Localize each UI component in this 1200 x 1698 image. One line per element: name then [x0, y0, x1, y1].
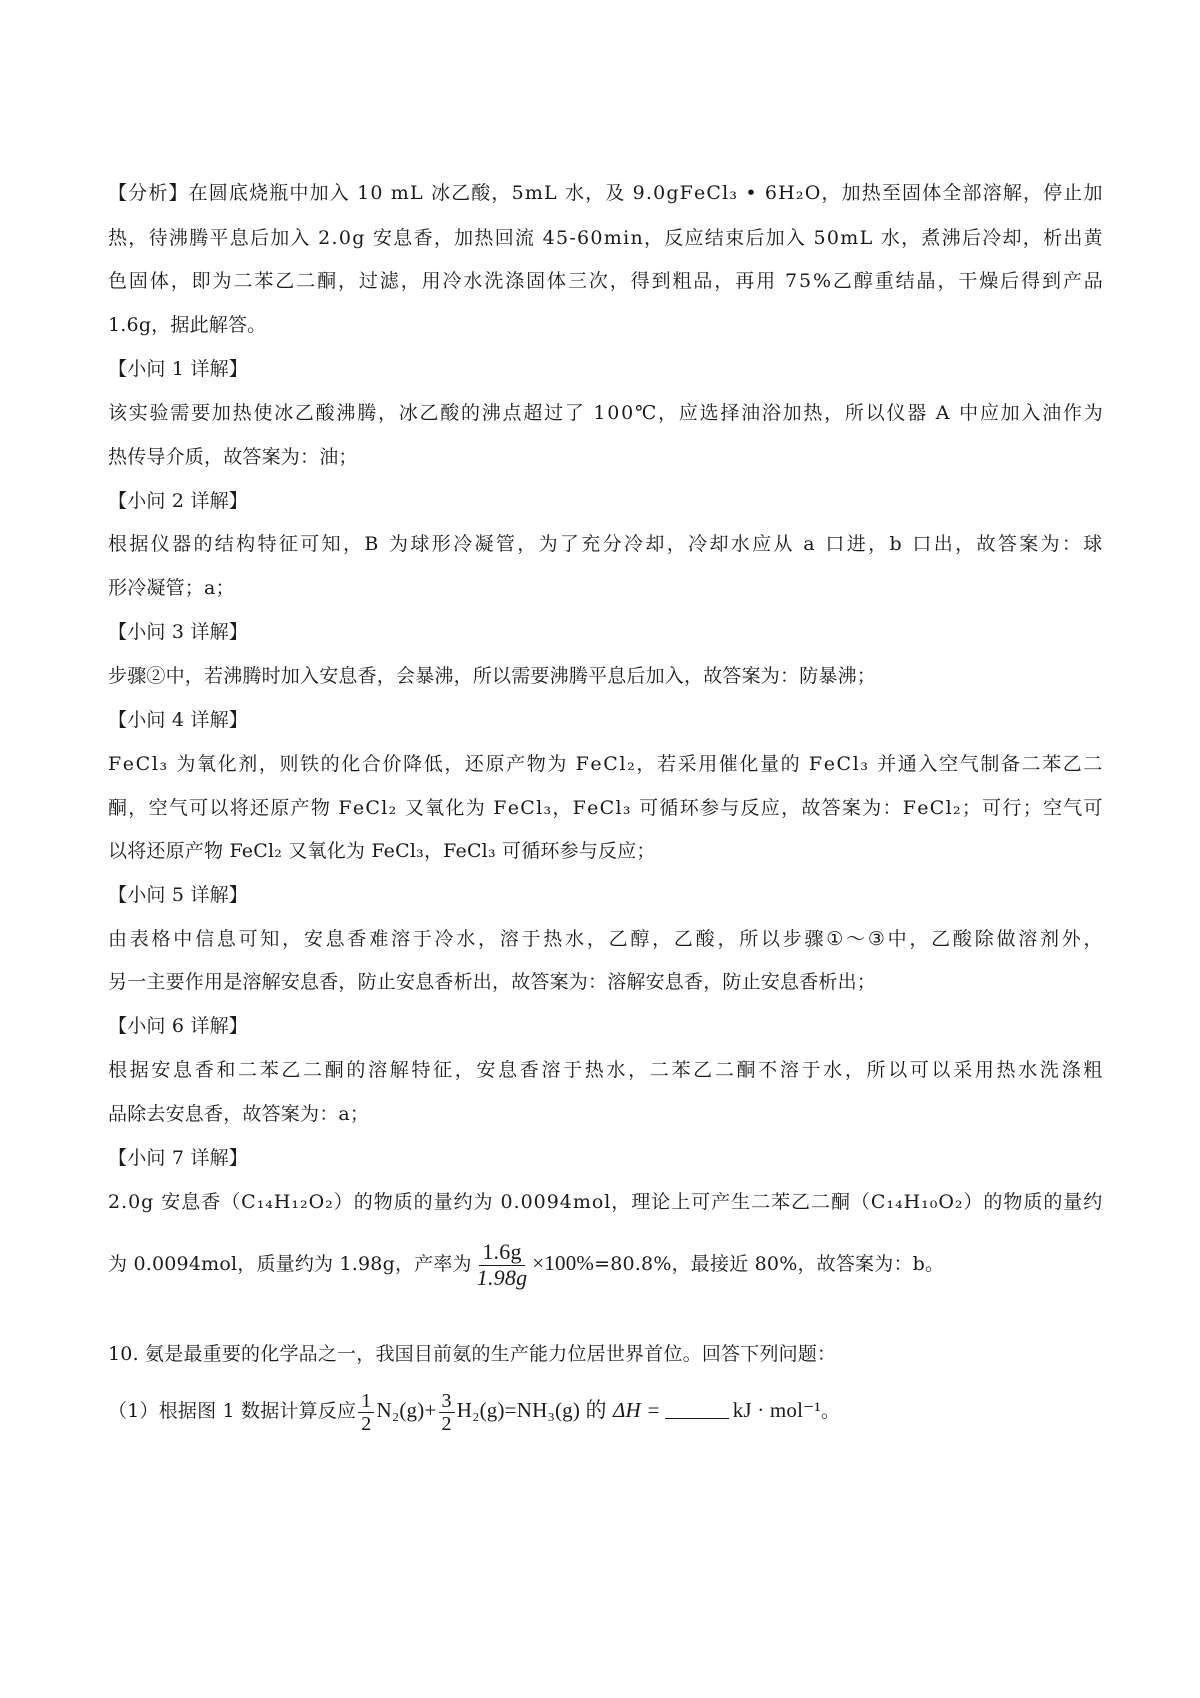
q4-heading: 【小问 4 详解】 [108, 709, 248, 731]
q4-line-2: 酮 ， 空 气 可 以 将 还 原 产 物 F e C l ₂ 又 氧 化 为 F e C l ₃ ， F e C l ₃ 可 循 环 参 与 反 应 ， 故 答 案 为 ： F e C l ₂ ； 可 行 ； 空 气 可 [108, 797, 1103, 819]
question-10-intro: 10. 氨是最重要的化学品之一，我国目前氨的生产能力位居世界首位。回答下列问题： [108, 1343, 837, 1365]
q4-line-3: 以将还原产物 FeCl₂ 又氧化为 FeCl₃，FeCl₃ 可循环参与反应； [108, 840, 656, 862]
half-fraction-numerator: 1 [358, 1390, 374, 1413]
analysis-line-3: 色 固 体 ， 即 为 二 苯 乙 二 酮 ， 过 滤 ， 用 冷 水 洗 涤 固 体 三 次 ， 得 到 粗 品 ， 再 用 7 5 % 乙 醇 重 结 晶 ， 干 燥 后 得 到 产 品 [108, 270, 1103, 292]
q5-line-2: 另一主要作用是溶解安息香，防止安息香析出，故答案为：溶解安息香，防止安息香析出； [108, 971, 877, 993]
analysis-line-2: 热 ， 待 沸 腾 平 息 后 加 入 2 . 0 g 安 息 香 ， 加 热 回 流 4 5 - 6 0 m i n ， 反 应 结 束 后 加 入 5 0 m L 水 ， 煮 沸 后 冷 却 ， 析 出 黄 [108, 227, 1103, 249]
three-halves-fraction [439, 1390, 455, 1435]
yield-fraction-denominator: 1.98g [476, 1264, 528, 1290]
part-1-prefix: （1）根据图 1 数据计算反应 [108, 1400, 357, 1422]
q4-line-1: F e C l ₃ 为 氧 化 剂 ， 则 铁 的 化 合 价 降 低 ， 还 原 产 物 为 F e C l ₂ ， 若 采 用 催 化 量 的 F e C l ₃ 并 通 入 空 气 制 备 二 苯 乙 二 [108, 753, 1103, 775]
energy-unit: kJ · mol⁻¹ [732, 1398, 821, 1422]
q1-line-1: 该 实 验 需 要 加 热 使 冰 乙 酸 沸 腾 ， 冰 乙 酸 的 沸 点 超 过 了 1 0 0 ℃ ， 应 选 择 油 浴 加 热 ， 所 以 仪 器 A 中 应 加 入 油 作 为 [108, 402, 1103, 424]
half-fraction [358, 1390, 374, 1435]
q5-heading: 【小问 5 详解】 [108, 884, 248, 906]
q7-line-2-prefix: 为 0.0094mol，质量约为 1.98g，产率为 [108, 1253, 472, 1275]
three-halves-numerator: 3 [439, 1390, 455, 1413]
q2-line-2: 形冷凝管；a； [108, 577, 235, 599]
half-fraction-denominator: 2 [361, 1412, 372, 1435]
yield-fraction [474, 1240, 531, 1289]
q6-line-1: 根 据 安 息 香 和 二 苯 乙 二 酮 的 溶 解 特 征 ， 安 息 香 溶 于 热 水 ， 二 苯 乙 二 酮 不 溶 于 水 ， 所 以 可 以 采 用 热 水 洗 涤 粗 [108, 1059, 1103, 1081]
q6-heading: 【小问 6 详解】 [108, 1015, 248, 1037]
q7-heading: 【小问 7 详解】 [108, 1147, 248, 1169]
q6-line-2: 品除去安息香，故答案为：a； [108, 1103, 370, 1125]
question-10-part-1 [108, 1380, 1103, 1441]
q1-heading: 【小问 1 详解】 [108, 358, 248, 380]
analysis-line-4: 1.6g，据此解答。 [108, 314, 267, 336]
q2-line-1: 根 据 仪 器 的 结 构 特 征 可 知 ， B 为 球 形 冷 凝 管 ， 为 了 充 分 冷 却 ， 冷 却 水 应 从 a 口 进 ， b 口 出 ， 故 答 案 为 ： 球 [108, 533, 1103, 555]
q7-line-1: 2 . 0 g 安 息 香 （ C ₁ ₄ H ₁ ₂ O ₂ ） 的 物 质 的 量 约 为 0 . 0 0 9 4 m o l ， 理 论 上 可 产 生 二 苯 乙 二 酮 （ C ₁ ₄ H ₁ ₀ O ₂ ） 的 物 质 的 量 约 [108, 1191, 1103, 1213]
hydrogen-ammonia-term: H₂(g)=NH₃(g) 的 [456, 1398, 607, 1422]
yield-fraction-numerator: 1.6g [479, 1240, 524, 1265]
q7-line-2 [108, 1236, 1103, 1291]
q3-line-1: 步骤②中，若沸腾时加入安息香，会暴沸，所以需要沸腾平息后加入，故答案为：防暴沸； [108, 665, 877, 687]
yield-multiplier: ×100% [532, 1251, 595, 1275]
q7-line-2-suffix: =80.8%，最接近 80%，故答案为：b。 [594, 1253, 945, 1275]
part-1-end: 。 [820, 1400, 841, 1422]
q1-line-2: 热传导介质，故答案为：油； [108, 446, 358, 468]
answer-blank[interactable] [665, 1398, 729, 1419]
q3-heading: 【小问 3 详解】 [108, 621, 248, 643]
analysis-line-1: 【 分 析 】 在 圆 底 烧 瓶 中 加 入 1 0 m L 冰 乙 酸 ， 5 m L 水 ， 及 9 . 0 g F e C l ₃ • 6 H ₂ O ， 加 热 至 固 体 全 部 溶 解 ， 停 止 加 [108, 182, 1103, 204]
nitrogen-term: N₂(g)+ [376, 1398, 437, 1422]
three-halves-denominator: 2 [441, 1412, 452, 1435]
delta-h-symbol: ΔH = [612, 1398, 661, 1422]
q5-line-1: 由 表 格 中 信 息 可 知 ， 安 息 香 难 溶 于 冷 水 ， 溶 于 热 水 ， 乙 醇 ， 乙 酸 ， 所 以 步 骤 ① ～ ③ 中 ， 乙 酸 除 做 溶 剂 外 ， [108, 928, 1103, 950]
q2-heading: 【小问 2 详解】 [108, 490, 248, 512]
